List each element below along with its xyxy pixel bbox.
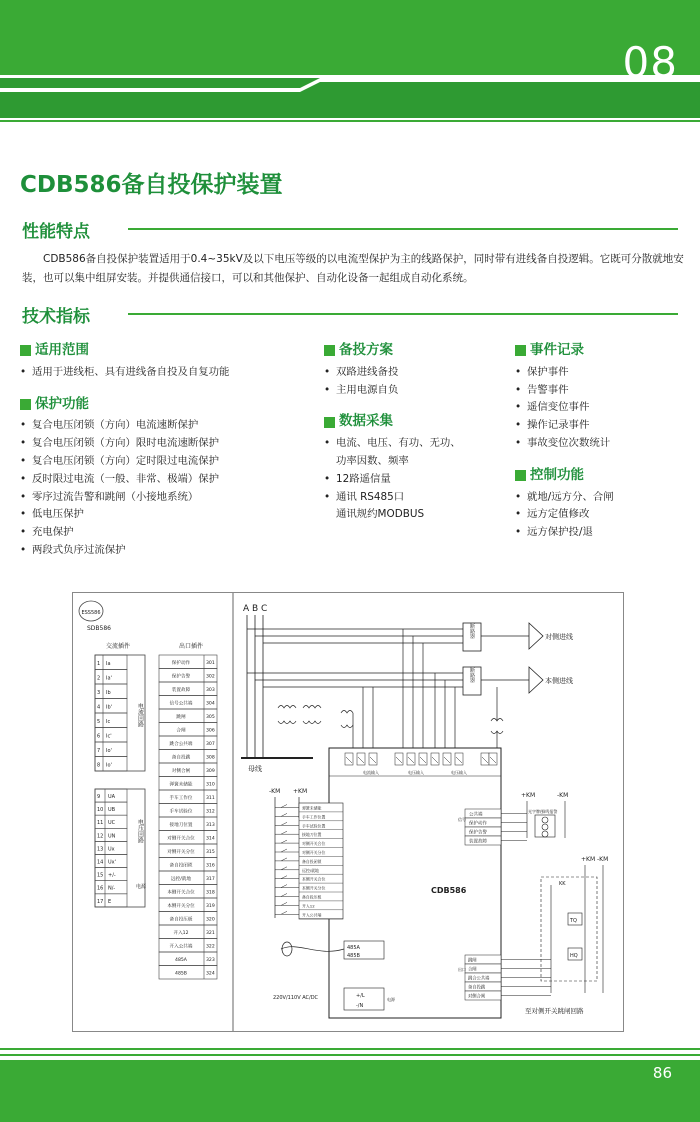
phase-labels: A B C [243, 604, 268, 614]
output-row-label: 跳闸 [176, 715, 186, 720]
list-item: • 操作记录事件 [515, 417, 685, 435]
ac-plugin-header: 交流插件 [105, 643, 131, 650]
footer-rule-2 [0, 1054, 700, 1056]
output-row-label: 对侧开关合位 [167, 836, 195, 842]
kk-label: KK [559, 881, 566, 887]
page-number: 86 [652, 1064, 672, 1082]
list-item: • 远方定值修改 [515, 506, 685, 524]
list-item: • 保护事件 [515, 364, 685, 382]
output-row-label: 开入12 [173, 931, 189, 936]
input-label: 手车工作位置 [302, 814, 326, 820]
pt-input-label-2: 电压输入 [451, 770, 467, 775]
output-row-label: 接地刀位置 [169, 823, 193, 828]
acquisition-heading: 数据采集 [324, 413, 504, 431]
output-row-num: 318 [206, 890, 215, 896]
rs485-b: 485B [347, 953, 360, 959]
lamp-label: 光字牌/蜂鸣报警 [528, 809, 558, 814]
scope-heading: 适用范围 [20, 342, 310, 360]
trip-row-label: 对侧合闸 [468, 994, 486, 1000]
output-row-label: 装置故障 [171, 688, 191, 693]
list-item: • 电流、电压、有功、无功、 [324, 435, 504, 453]
ac-row-signal: Ib [106, 690, 111, 696]
ac-row-num: 8 [97, 762, 101, 769]
ac-row-num: 3 [97, 690, 101, 696]
input-label: 对侧开关分位 [302, 850, 326, 855]
scheme-heading: 备投方案 [324, 342, 504, 360]
list-item: • 告警事件 [515, 382, 685, 400]
input-switch [281, 813, 287, 816]
list-item: • 零序过流告警和跳闸（小接地系统） [20, 489, 310, 507]
input-label: 手车试验位置 [302, 823, 326, 829]
list-item: • 两段式负序过流保护 [20, 542, 310, 560]
features-text: CDB586备自投保护装置适用于0.4~35kV及以下电压等级的以电流型保护为主的线路保护，同时带有进线备自投逻辑。它既可分散就地安装，也可以集中组屏安装。并提供通信接口，可以和其他保护、自动化设备一起组成自动化系统。 [22, 253, 684, 284]
output-row-num: 310 [206, 782, 215, 788]
output-row-num: 316 [206, 863, 215, 869]
input-switch [281, 858, 287, 861]
input-label: 接地刀位置 [302, 832, 322, 838]
input-switch [281, 822, 287, 825]
output-row-label: 备自投压板 [169, 917, 193, 923]
signal-row-label: 装置故障 [469, 839, 487, 845]
terminal-block [357, 753, 365, 765]
terminal-block [407, 753, 415, 765]
input-switch [281, 885, 287, 888]
terminal-block [395, 753, 403, 765]
spec-column-right [515, 342, 685, 542]
output-row-label: 合闸 [176, 728, 186, 734]
section-number: 08 [622, 38, 678, 87]
power-supply-label: 220V/110V AC/DC [273, 995, 319, 1001]
list-item: • 适用于进线柜、具有进线备自投及自复功能 [20, 364, 310, 382]
list-item: • 通讯 RS485口 [324, 489, 504, 507]
specs-heading: 技术指标 [22, 307, 90, 327]
opposite-line-label: 对侧进线 [545, 633, 573, 641]
output-row-num: 324 [206, 971, 215, 977]
ac-row-signal: Ib' [106, 704, 113, 711]
input-switch [281, 894, 287, 897]
output-row-label: 本侧开关合位 [167, 890, 195, 896]
list-item: • 反时限过电流（一般、非常、极端）保护 [20, 471, 310, 489]
output-row-label: 保护告警 [171, 674, 191, 680]
output-row-num: 309 [206, 769, 215, 774]
km-plus-right: +KM [521, 792, 536, 799]
list-item: • 复合电压闭锁（方向）电流速断保护 [20, 417, 310, 435]
ct-input-label: 电流输入 [363, 770, 379, 775]
volt-row-signal: UA [108, 794, 116, 800]
list-item: • 复合电压闭锁（方向）定时限过电流保护 [20, 453, 310, 471]
input-label: 备自投闭锁 [302, 858, 322, 864]
input-label: 开入12 [302, 903, 315, 909]
output-row-num: 323 [206, 958, 215, 963]
input-switch [281, 911, 287, 914]
ac-row-num: 2 [97, 675, 101, 682]
output-row-label: 弹簧未储能 [169, 782, 193, 788]
volt-row-signal: UN [108, 833, 116, 840]
ac-row-signal: Ic [106, 719, 111, 725]
output-row-label: 信号公共端 [169, 701, 193, 707]
input-switch [281, 867, 287, 870]
volt-row-signal: Ux' [108, 859, 116, 866]
trip-row-label: 跳合公共端 [468, 976, 490, 982]
breaker-2-label: 断路器 [469, 667, 475, 683]
output-row-label: 对侧合闸 [171, 769, 191, 774]
scope-list [20, 364, 310, 382]
list-item: • 12路遥信量 [324, 471, 504, 489]
km-minus-trip: -KM [597, 856, 609, 863]
rs485-a: 485A [347, 945, 360, 951]
power-group-label: 电源 [136, 884, 147, 890]
volt-row-num: 13 [97, 846, 104, 853]
input-label: 本侧开关分位 [302, 885, 326, 891]
volt-row-num: 17 [97, 898, 104, 905]
output-row-label: 手车试验位 [169, 809, 193, 815]
ac-row-num: 6 [97, 733, 101, 740]
specs-divider [128, 313, 678, 315]
input-switch [281, 831, 287, 834]
input-label: 本侧开关合位 [302, 876, 326, 882]
spec-column-left [20, 342, 310, 560]
output-row-label: 本侧开关分位 [167, 904, 195, 909]
control-heading: 控制功能 [515, 467, 685, 485]
km-plus-trip: +KM [581, 856, 596, 863]
input-switch [281, 876, 287, 879]
input-label: 备自投压板 [302, 894, 322, 900]
output-row-label: 对侧开关分位 [167, 850, 195, 855]
list-item: • 复合电压闭锁（方向）限时电流速断保护 [20, 435, 310, 453]
signal-side-label: 信号 [458, 817, 466, 822]
power-side-label: 电源 [387, 997, 395, 1002]
features-heading: 性能特点 [22, 222, 90, 242]
input-switch [281, 840, 287, 843]
list-item: • 充电保护 [20, 524, 310, 542]
volt-row-signal: +/- [108, 872, 116, 879]
wiring-diagram [72, 592, 624, 1032]
output-row-label: 485A [175, 958, 187, 963]
features-divider [128, 228, 678, 230]
volt-row-num: 10 [97, 807, 104, 814]
ac-row-signal: Ic' [106, 733, 112, 740]
device-code: ESS586 [81, 610, 101, 616]
output-row-label: 手车工作位 [169, 796, 193, 801]
volt-row-num: 14 [97, 859, 104, 866]
output-row-num: 314 [206, 836, 215, 842]
busbar-label: 母线 [248, 765, 262, 773]
signal-row-label: 保护告警 [469, 830, 487, 836]
terminal-block [431, 753, 439, 765]
output-row-num: 307 [206, 742, 215, 747]
volt-row-signal: UC [108, 820, 116, 827]
page-title: CDB586备自投保护装置 [20, 172, 283, 198]
output-row-num: 315 [206, 850, 215, 855]
output-row-label: 485B [175, 971, 187, 977]
input-label: 远控/就地 [302, 867, 319, 873]
output-row-num: 304 [206, 701, 215, 707]
output-row-num: 303 [206, 688, 215, 693]
km-minus-left: -KM [269, 788, 281, 795]
km-minus-right: -KM [557, 792, 569, 799]
volt-row-num: 9 [97, 794, 101, 800]
pt-input-label-1: 电压输入 [408, 770, 424, 775]
protection-heading: 保护功能 [20, 396, 310, 414]
terminal-block [481, 753, 489, 765]
list-item: • 事故变位次数统计 [515, 435, 685, 453]
trip-row-label: 合闸 [468, 967, 477, 973]
output-row-label: 跳合公共端 [169, 742, 193, 747]
terminal-block [419, 753, 427, 765]
ac-row-num: 7 [97, 748, 101, 754]
list-item: 通讯规约MODBUS [336, 508, 425, 521]
current-group-label: 电流回路 [136, 703, 144, 727]
ac-row-num: 5 [97, 719, 101, 725]
output-row-num: 301 [206, 661, 215, 666]
output-row-num: 312 [206, 809, 215, 815]
tq-label: TQ [570, 918, 577, 924]
input-label: 开入公共端 [302, 912, 322, 918]
output-row-num: 319 [206, 904, 215, 909]
power-term-n: -/N [356, 1003, 364, 1009]
spec-column-middle [324, 342, 504, 524]
output-row-num: 311 [206, 796, 215, 801]
output-row-label: 备自投跳 [171, 755, 191, 761]
output-plugin-header: 出口插件 [178, 643, 204, 650]
list-item: 功率因数、频率 [336, 454, 409, 467]
voltage-group-label: 电压回路 [136, 819, 144, 843]
terminal-block [443, 753, 451, 765]
list-item: • 远方保护投/退 [515, 524, 685, 542]
ac-row-signal: Io' [106, 748, 112, 754]
footer-band [0, 1060, 700, 1122]
device-model: SDB586 [87, 625, 111, 632]
ac-row-signal: Ia' [106, 675, 112, 682]
cdb586-label: CDB586 [431, 886, 467, 895]
list-item: • 低电压保护 [20, 506, 310, 524]
ac-row-signal: Io' [106, 762, 112, 769]
volt-row-num: 16 [97, 885, 104, 892]
output-row-num: 313 [206, 823, 215, 828]
output-row-label: 保护动作 [171, 661, 191, 666]
bottom-note: 至对侧开关跳闸回路 [525, 1007, 584, 1015]
terminal-block [345, 753, 353, 765]
events-list [515, 364, 685, 453]
volt-row-num: 15 [97, 872, 104, 879]
output-row-num: 317 [206, 877, 215, 882]
output-row-label: 备自投闭锁 [169, 863, 193, 869]
volt-row-signal: E [108, 898, 112, 905]
volt-row-num: 11 [97, 820, 104, 827]
volt-row-signal: UB [108, 807, 116, 814]
volt-row-num: 12 [97, 833, 104, 840]
events-heading: 事件记录 [515, 342, 685, 360]
input-label: 对侧开关合位 [302, 841, 326, 847]
input-label: 弹簧未储能 [302, 805, 322, 811]
scheme-list [324, 364, 504, 400]
input-switch [281, 849, 287, 852]
ac-row-num: 1 [97, 661, 101, 667]
list-item: • 主用电源自负 [324, 382, 504, 400]
ac-row-signal: Ia [106, 661, 111, 667]
ac-row-num: 4 [97, 704, 101, 711]
volt-row-signal: Ux [108, 846, 115, 853]
input-switch [281, 902, 287, 905]
trip-side-label: 出口 [458, 967, 466, 972]
output-row-num: 302 [206, 674, 215, 680]
list-item: • 双路进线备投 [324, 364, 504, 382]
footer-rule-1 [0, 1048, 700, 1050]
output-row-num: 306 [206, 728, 215, 734]
output-row-num: 321 [206, 931, 215, 936]
terminal-block [369, 753, 377, 765]
terminal-block [455, 753, 463, 765]
km-plus-left: +KM [293, 788, 308, 795]
volt-row-signal: N/- [108, 885, 116, 892]
header-banner [0, 0, 700, 125]
output-row-label: 开入公共端 [169, 944, 193, 950]
output-row-num: 322 [206, 944, 215, 950]
local-line-label: 本侧进线 [545, 677, 573, 685]
signal-row-label: 保护动作 [469, 821, 487, 827]
protection-list [20, 417, 310, 559]
output-row-num: 305 [206, 715, 215, 720]
acquisition-list [324, 435, 504, 524]
list-item: • 就地/远方分、合闸 [515, 489, 685, 507]
trip-row-label: 备自投跳 [468, 985, 486, 991]
power-term-l: +/L [356, 993, 365, 999]
output-row-num: 320 [206, 917, 215, 923]
terminal-block [489, 753, 497, 765]
breaker-1-label: 断路器 [469, 623, 475, 639]
hq-label: HQ [570, 953, 578, 959]
signal-row-label: 公共端 [469, 812, 483, 818]
list-item: • 遥信变位事件 [515, 399, 685, 417]
control-list [515, 489, 685, 542]
output-row-label: 远控/就地 [171, 877, 191, 882]
input-switch [281, 805, 287, 808]
wiring-diagram-svg [73, 593, 623, 1031]
trip-row-label: 跳闸 [468, 958, 477, 964]
output-row-num: 308 [206, 755, 215, 761]
